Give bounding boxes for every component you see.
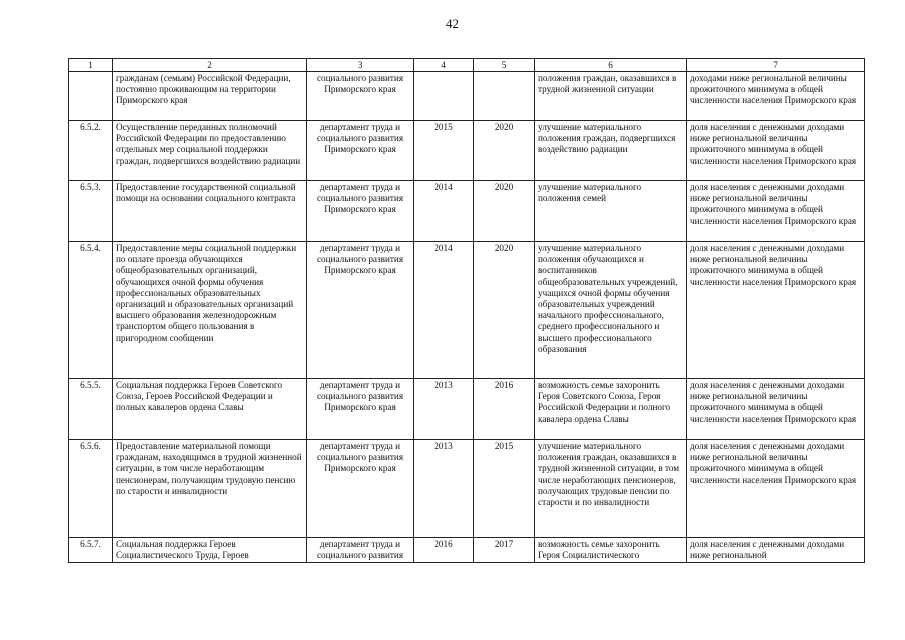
indicator: доходами ниже региональной величины прожиточного минимума в общей численности населения Приморского края — [687, 72, 865, 121]
column-header: 6 — [535, 59, 687, 72]
start-year — [414, 72, 474, 121]
executor: департамент труда и социального развития Приморского края — [307, 379, 414, 440]
end-year: 2020 — [474, 121, 535, 181]
row-number: 6.5.2. — [69, 121, 113, 181]
executor: департамент труда и социального развития Приморского края — [307, 242, 414, 379]
end-year: 2016 — [474, 379, 535, 440]
start-year: 2013 — [414, 440, 474, 538]
indicator: доля населения с денежными доходами ниже региональной величины прожиточного минимума в общей численности населения Приморского края — [687, 379, 865, 440]
end-year: 2017 — [474, 538, 535, 563]
expected-result: положения граждан, оказавшихся в трудной жизненной ситуации — [535, 72, 687, 121]
table-row — [69, 181, 865, 242]
executor: департамент труда и социального развития — [307, 538, 414, 563]
measure-name: Социальная поддержка Героев Социалистического Труда, Героев — [113, 538, 307, 563]
measure-name: гражданам (семьям) Российской Федерации, постоянно проживающим на территории Приморского края — [113, 72, 307, 121]
row-number: 6.5.3. — [69, 181, 113, 242]
table-row — [69, 121, 865, 181]
indicator: доля населения с денежными доходами ниже региональной величины прожиточного минимума в общей численности населения Приморского края — [687, 440, 865, 538]
row-number: 6.5.6. — [69, 440, 113, 538]
column-header: 7 — [687, 59, 865, 72]
table-row — [69, 242, 865, 379]
column-header: 1 — [69, 59, 113, 72]
end-year — [474, 72, 535, 121]
table-header-row — [69, 59, 865, 72]
table-row — [69, 379, 865, 440]
measure-name: Предоставление государственной социальной помощи на основании социального контракта — [113, 181, 307, 242]
executor: департамент труда и социального развития Приморского края — [307, 440, 414, 538]
column-header: 2 — [113, 59, 307, 72]
end-year: 2020 — [474, 181, 535, 242]
column-header: 3 — [307, 59, 414, 72]
indicator: доля населения с денежными доходами ниже региональной величины прожиточного минимума в общей численности населения Приморского края — [687, 242, 865, 379]
end-year: 2020 — [474, 242, 535, 379]
executor: социального развития Приморского края — [307, 72, 414, 121]
start-year: 2016 — [414, 538, 474, 563]
executor: департамент труда и социального развития Приморского края — [307, 181, 414, 242]
start-year: 2014 — [414, 181, 474, 242]
table-row — [69, 440, 865, 538]
measure-name: Предоставление меры социальной поддержки по оплате проезда обучающихся общеобразовательных организаций, обучающихся очной формы обучения профессиональных образовательных организаций и образовательных организаций высшего образования железнодорожным транспортом общего пользования в пригородном сообщении — [113, 242, 307, 379]
end-year: 2015 — [474, 440, 535, 538]
expected-result: улучшение материального положения граждан, подвергшихся воздействию радиации — [535, 121, 687, 181]
row-number: 6.5.7. — [69, 538, 113, 563]
row-number: 6.5.5. — [69, 379, 113, 440]
expected-result: улучшение материального положения семей — [535, 181, 687, 242]
column-header: 4 — [414, 59, 474, 72]
start-year: 2015 — [414, 121, 474, 181]
table-row — [69, 538, 865, 563]
measure-name: Предоставление материальной помощи гражданам, находящимся в трудной жизненной ситуации, в том числе неработающим пенсионерам, получающим трудовую пенсию по старости и инвалидности — [113, 440, 307, 538]
expected-result: возможность семье захоронить Героя Социалистического — [535, 538, 687, 563]
executor: департамент труда и социального развития Приморского края — [307, 121, 414, 181]
measure-name: Социальная поддержка Героев Советского Союза, Героев Российской Федерации и полных кавалеров ордена Славы — [113, 379, 307, 440]
indicator: доля населения с денежными доходами ниже региональной величины прожиточного минимума в общей численности населения Приморского края — [687, 121, 865, 181]
page-number: 42 — [446, 16, 459, 31]
measures-table — [68, 58, 865, 563]
expected-result: улучшение материального положения граждан, оказавшихся в трудной жизненной ситуации, в том числе неработающих пенсионеров, получающих трудовые пенсии по старости и по инвалидности — [535, 440, 687, 538]
expected-result: улучшение материального положения обучающихся и воспитанников общеобразовательных учреждений, учащихся очной формы обучения образовательных учреждений начального профессионального, среднего профессионального и высшего профессионального образования — [535, 242, 687, 379]
expected-result: возможность семье захоронить Героя Советского Союза, Героя Российской Федерации и полного кавалера ордена Славы — [535, 379, 687, 440]
indicator: доля населения с денежными доходами ниже региональной — [687, 538, 865, 563]
row-number — [69, 72, 113, 121]
start-year: 2014 — [414, 242, 474, 379]
table-row — [69, 72, 865, 121]
indicator: доля населения с денежными доходами ниже региональной величины прожиточного минимума в общей численности населения Приморского края — [687, 181, 865, 242]
measure-name: Осуществление переданных полномочий Российской Федерации по предоставлению отдельных мер социальной поддержки граждан, подвергшихся воздействию радиации — [113, 121, 307, 181]
column-header: 5 — [474, 59, 535, 72]
row-number: 6.5.4. — [69, 242, 113, 379]
start-year: 2013 — [414, 379, 474, 440]
